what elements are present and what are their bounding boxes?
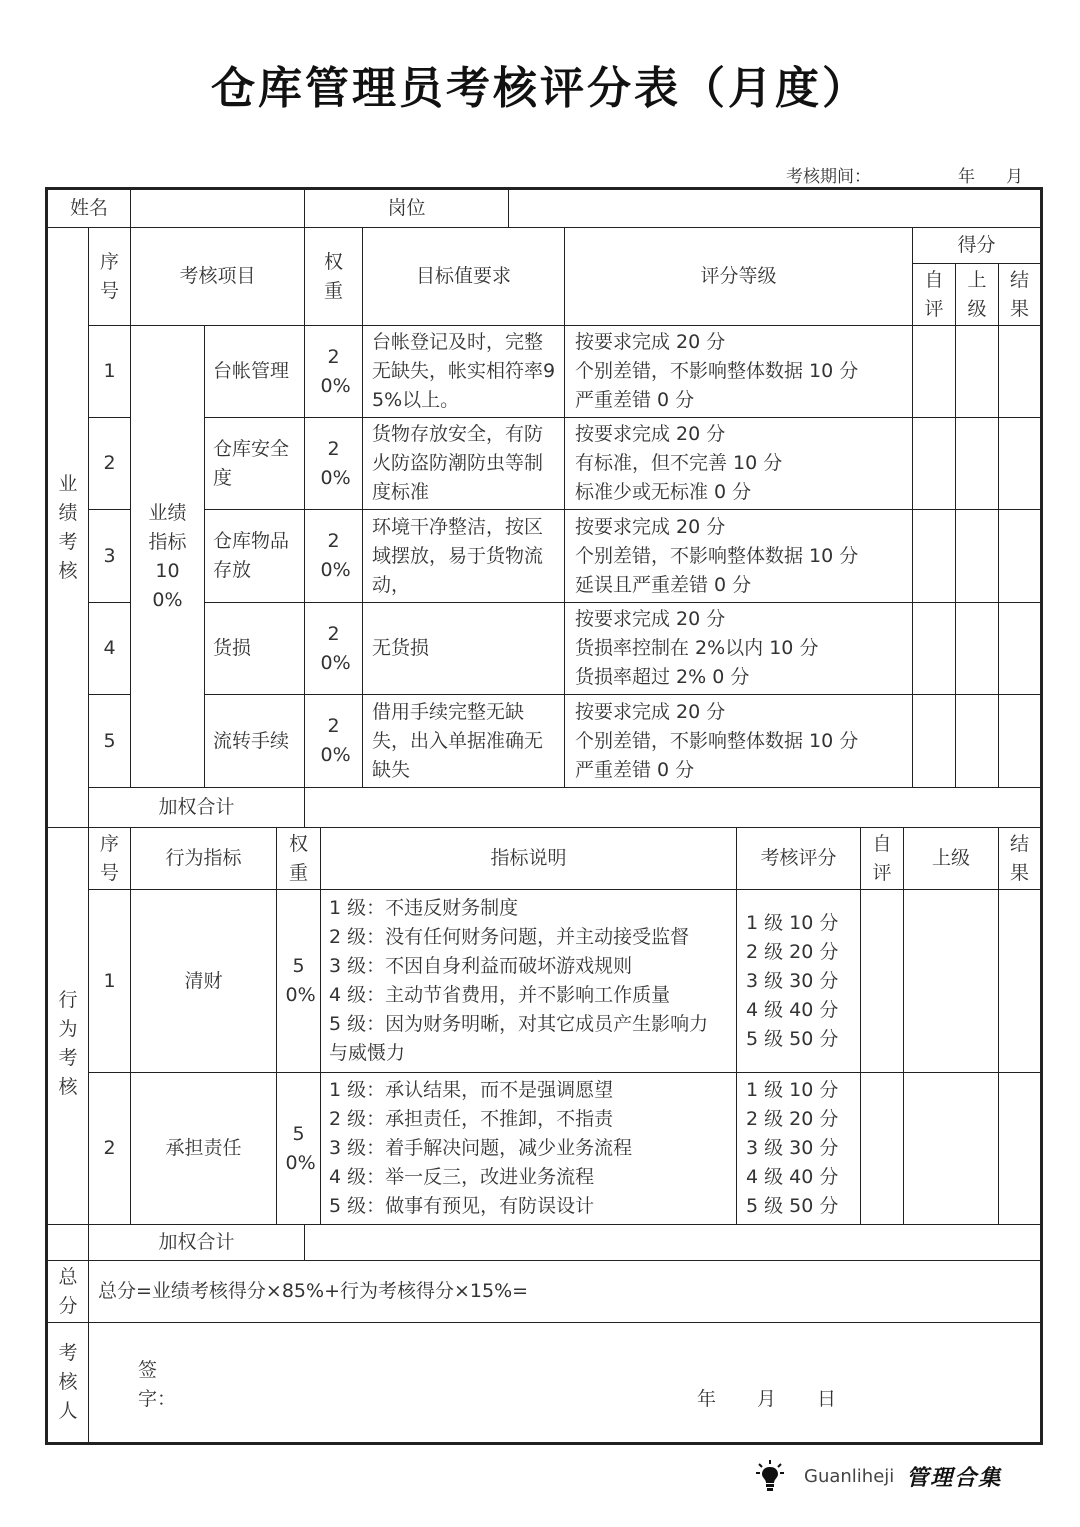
- perf-row-3-weight: 20%: [320, 530, 351, 581]
- beh-col-superior-header: 上级: [931, 847, 970, 869]
- beh-row-2-desc: 1 级：承认结果，而不是强调愿望 2 级：承担责任，不推卸，不指责 3 级：着手解决问题，减少业务流程 4 级：举一反三，改进业务流程 5 级：做事有预见，有防误设计: [329, 1079, 633, 1217]
- behavior-subtotal-value[interactable]: [305, 1225, 1040, 1260]
- perf-row-1-target: 台帐登记及时，完整无缺失，帐实相符率95%以上。: [372, 331, 556, 411]
- perf-row-5-superior-score[interactable]: [956, 695, 998, 787]
- perf-row-5-self-score[interactable]: [913, 695, 955, 787]
- perf-row-4-self-score[interactable]: [913, 603, 955, 694]
- beh-row-1-result[interactable]: [999, 890, 1040, 1072]
- perf-row-1-superior-score[interactable]: [956, 326, 998, 417]
- beh-col-seq-header: 序号: [99, 832, 119, 884]
- perf-row-2-superior-score[interactable]: [956, 418, 998, 509]
- perf-row-2-seq: 2: [103, 452, 116, 474]
- perf-row-3-result[interactable]: [999, 510, 1040, 602]
- brand-chinese: 管理合集: [906, 1465, 1003, 1491]
- perf-row-2-weight: 20%: [320, 437, 351, 489]
- lightbulb-icon: [756, 1459, 784, 1493]
- beh-col-eval-header: 考核评分: [760, 847, 837, 869]
- col-target-header: 目标值要求: [415, 265, 511, 287]
- col-result-header: 结果: [1009, 268, 1029, 320]
- reviewer-label: 考核人: [58, 1342, 78, 1422]
- beh-col-indicator-header: 行为指标: [165, 847, 242, 869]
- performance-subtotal-value[interactable]: [305, 788, 1040, 827]
- beh-col-desc-header: 指标说明: [490, 847, 567, 869]
- perf-row-1-self-score[interactable]: [913, 326, 955, 417]
- col-seq-header: 序号: [99, 250, 119, 302]
- signature-field[interactable]: [200, 1340, 800, 1384]
- col-score-header: 得分: [957, 234, 996, 256]
- beh-col-weight-header: 权重: [288, 832, 308, 884]
- perf-row-4-superior-score[interactable]: [956, 603, 998, 694]
- perf-row-4-result[interactable]: [999, 603, 1040, 694]
- perf-row-5-result[interactable]: [999, 695, 1040, 787]
- behavior-section-label: 行为考核: [58, 989, 78, 1098]
- sign-month: 月: [757, 1388, 777, 1410]
- perf-row-4-item: 货损: [213, 637, 252, 659]
- beh-col-self-header: 自评: [872, 832, 892, 884]
- beh-row-1-weight: 50%: [285, 955, 316, 1006]
- perf-row-1-item: 台帐管理: [213, 360, 290, 382]
- perf-row-3-item: 仓库物品存放: [213, 530, 290, 581]
- performance-subtotal-label: 加权合计: [158, 796, 235, 818]
- perf-row-4-grades: 按要求完成 20 分 货损率控制在 2%以内 10 分 货损率超过 2% 0 分: [575, 608, 819, 688]
- beh-row-2-result[interactable]: [999, 1073, 1040, 1224]
- post-label: 岗位: [387, 197, 426, 219]
- perf-row-2-result[interactable]: [999, 418, 1040, 509]
- perf-row-1-weight: 20%: [320, 345, 351, 397]
- perf-row-1-result[interactable]: [999, 326, 1040, 417]
- col-weight-header: 权重: [323, 250, 343, 302]
- perf-row-4-target: 无货损: [372, 637, 430, 659]
- beh-row-2-superior-score[interactable]: [904, 1073, 998, 1224]
- col-item-header: 考核项目: [179, 265, 256, 287]
- beh-row-2-self-score[interactable]: [861, 1073, 903, 1224]
- perf-row-3-seq: 3: [103, 544, 116, 567]
- perf-row-2-target: 货物存放安全，有防火防盗防潮防虫等制度标准: [372, 423, 544, 503]
- perf-row-5-weight: 20%: [320, 715, 351, 766]
- perf-row-2-grades: 按要求完成 20 分 有标准，但不完善 10 分 标准少或无标准 0 分: [575, 423, 783, 503]
- beh-row-1-indicator: 清财: [184, 969, 223, 992]
- beh-row-2-seq: 2: [103, 1137, 116, 1159]
- beh-col-result-header: 结果: [1009, 832, 1029, 884]
- perf-row-3-target: 环境干净整洁，按区域摆放，易于货物流动，: [372, 515, 544, 596]
- sign-year: 年: [697, 1388, 717, 1410]
- perf-row-5-item: 流转手续: [213, 729, 290, 752]
- beh-row-2-weight: 50%: [285, 1122, 316, 1174]
- total-formula: 总分=业绩考核得分×85%+行为考核得分×15%=: [98, 1280, 529, 1302]
- perf-row-1-seq: 1: [103, 360, 116, 382]
- total-label: 总分: [58, 1265, 78, 1317]
- perf-row-3-grades: 按要求完成 20 分 个别差错，不影响整体数据 10 分 延误且严重差错 0 分: [575, 515, 859, 596]
- perf-row-5-grades: 按要求完成 20 分 个别差错，不影响整体数据 10 分 严重差错 0 分: [575, 700, 859, 781]
- period-label: 考核期间：: [786, 167, 871, 187]
- name-label: 姓名: [69, 197, 108, 219]
- perf-row-4-weight: 20%: [320, 622, 351, 674]
- brand-english: Guanliheji: [804, 1465, 895, 1487]
- sign-label: 签字：: [138, 1359, 177, 1410]
- col-superior-header: 上级: [967, 268, 987, 320]
- beh-row-1-desc: 1 级：不违反财务制度 2 级：没有任何财务问题，并主动接受监督 3 级：不因自身利益而破坏游戏规则 4 级：主动节省费用，并不影响工作质量 5 级：因为财务明晰，对其它成员产生影响力 与威慑力: [329, 897, 709, 1064]
- beh-row-1-self-score[interactable]: [861, 890, 903, 1072]
- beh-row-1-scores: 1 级 10 分 2 级 20 分 3 级 30 分 4 级 40 分 5 级 50 分: [746, 911, 839, 1050]
- perf-row-1-grades: 按要求完成 20 分 个别差错，不影响整体数据 10 分 严重差错 0 分: [575, 331, 859, 411]
- perf-row-4-seq: 4: [103, 637, 116, 659]
- perf-row-5-target: 借用手续完整无缺失，出入单据准确无缺失: [372, 700, 544, 781]
- perf-row-5-seq: 5: [103, 729, 116, 752]
- page-title: 仓库管理员考核评分表（月度）: [211, 63, 869, 114]
- period-month: 月: [1006, 167, 1023, 187]
- beh-row-1-seq: 1: [103, 969, 116, 992]
- post-field[interactable]: [509, 190, 1040, 227]
- col-self-header: 自评: [924, 268, 944, 320]
- beh-row-2-indicator: 承担责任: [165, 1137, 242, 1159]
- footer-brand: [756, 1458, 1002, 1494]
- perf-row-2-self-score[interactable]: [913, 418, 955, 509]
- beh-row-2-scores: 1 级 10 分 2 级 20 分 3 级 30 分 4 级 40 分 5 级 50 分: [746, 1079, 839, 1217]
- period-year: 年: [958, 167, 975, 187]
- col-grade-header: 评分等级: [700, 265, 777, 287]
- perf-row-2-item: 仓库安全度: [213, 437, 290, 489]
- performance-group-label: 业绩指标100%: [148, 501, 187, 611]
- name-field[interactable]: [131, 190, 304, 227]
- beh-row-1-superior-score[interactable]: [904, 890, 998, 1072]
- performance-section-label: 业绩考核: [58, 472, 78, 582]
- perf-row-3-superior-score[interactable]: [956, 510, 998, 602]
- perf-row-3-self-score[interactable]: [913, 510, 955, 602]
- behavior-subtotal-label: 加权合计: [158, 1231, 235, 1253]
- sign-day: 日: [817, 1388, 837, 1410]
